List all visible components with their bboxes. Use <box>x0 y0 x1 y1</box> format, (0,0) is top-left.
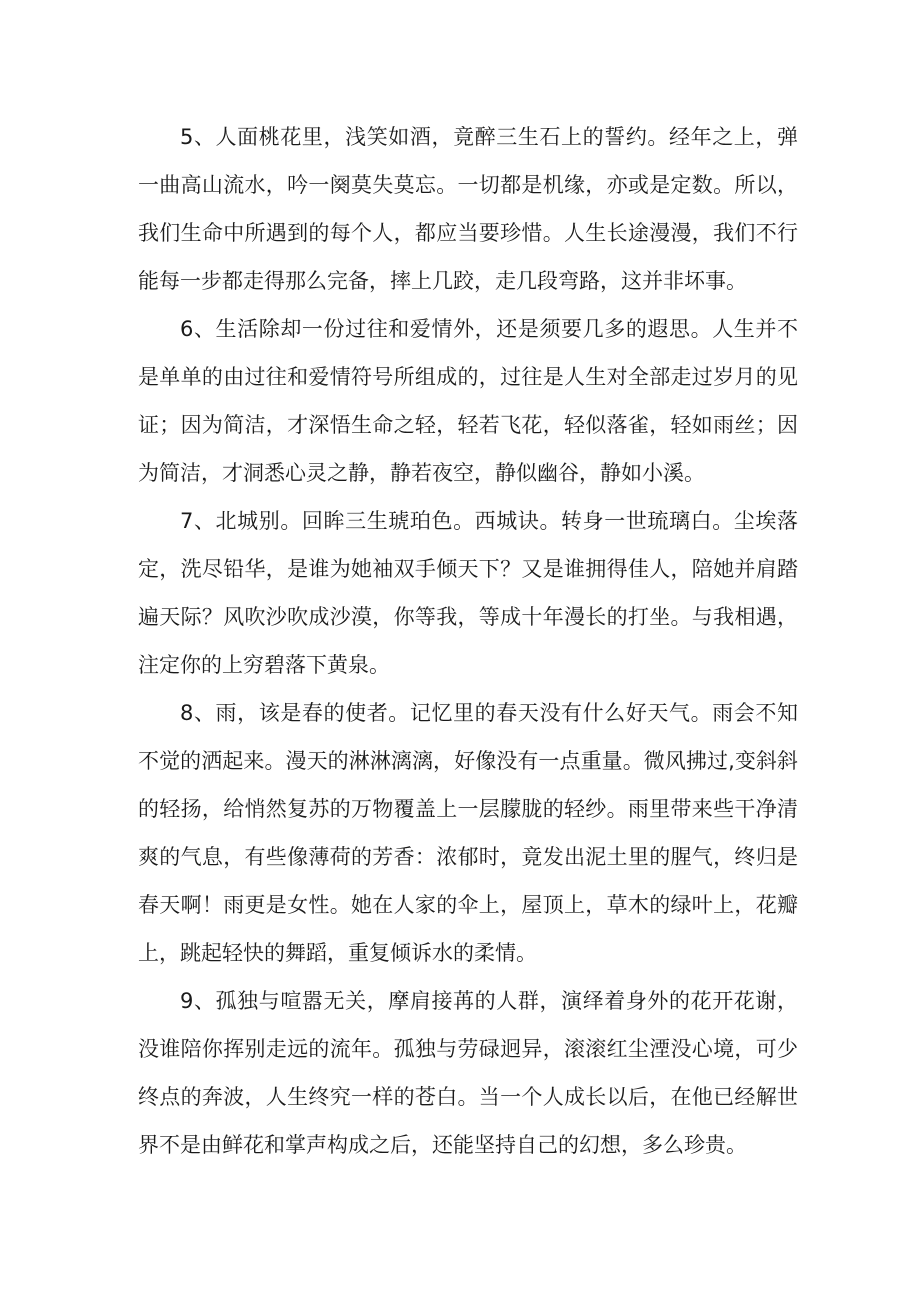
paragraph-7: 7、北城别。回眸三生琥珀色。西城诀。转身一世琉璃白。尘埃落定，洗尽铅华，是谁为她袖双手倾天下？又是谁拥得佳人，陪她并肩踏遍天际？风吹沙吹成沙漠，你等我，等成十年漫长的打坐。与我相遇，注定你的上穷碧落下黄泉。 <box>138 509 798 677</box>
paragraph-8: 8、雨，该是春的使者。记忆里的春天没有什么好天气。雨会不知不觉的洒起来。漫天的淋淋漓漓，好像没有一点重量。微风拂过,变斜斜的轻扬，给悄然复苏的万物覆盖上一层朦胧的轻纱。雨里带来些干净清爽的气息，有些像薄荷的芳香：浓郁时，竟发出泥土里的腥气，终归是春天啊！雨更是女性。她在人家的伞上，屋顶上，草木的绿叶上，花瓣上，跳起轻快的舞蹈，重复倾诉水的柔情。 <box>138 701 798 965</box>
document-body <box>138 113 798 1169</box>
paragraph-6: 6、生活除却一份过往和爱情外，还是须要几多的遐思。人生并不是单单的由过往和爱情符号所组成的，过往是人生对全部走过岁月的见证；因为简洁，才深悟生命之轻，轻若飞花，轻似落雀，轻如雨丝；因为简洁，才洞悉心灵之静，静若夜空，静似幽谷，静如小溪。 <box>138 317 798 485</box>
paragraph-5: 5、人面桃花里，浅笑如酒，竟醉三生石上的誓约。经年之上，弹一曲高山流水，吟一阕莫失莫忘。一切都是机缘，亦或是定数。所以，我们生命中所遇到的每个人，都应当要珍惜。人生长途漫漫，我们不行能每一步都走得那么完备，摔上几跤，走几段弯路，这并非坏事。 <box>138 125 798 293</box>
paragraph-9: 9、孤独与喧嚣无关，摩肩接苒的人群，演绎着身外的花开花谢，没谁陪你挥别走远的流年。孤独与劳碌迥异，滚滚红尘湮没心境，可少终点的奔波，人生终究一样的苍白。当一个人成长以后，在他已经解世界不是由鲜花和掌声构成之后，还能坚持自己的幻想，多么珍贵。 <box>138 989 798 1157</box>
